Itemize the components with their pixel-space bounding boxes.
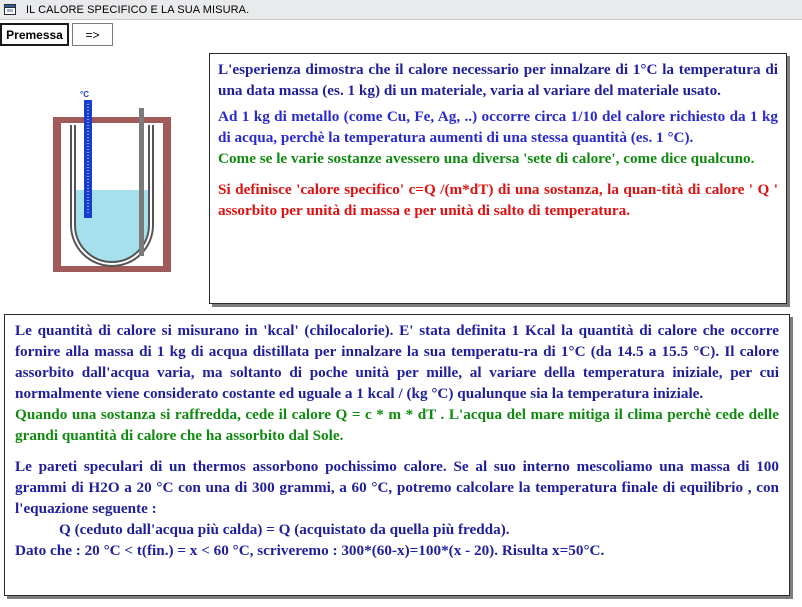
equation-paragraph: Q (ceduto dall'acqua più calda) = Q (acquistato da quella più fredda). xyxy=(59,521,510,538)
stirrer-rod xyxy=(139,108,144,256)
calorimeter-illustration xyxy=(45,85,180,280)
vessel-right-wall xyxy=(163,117,171,272)
title-bar xyxy=(0,0,802,20)
heat-thirst-paragraph: Come se le varie sostanze avessero una diversa 'sete di calore', come dice qualcuno. xyxy=(218,150,755,167)
measurement-panel xyxy=(4,314,790,596)
window-title: IL CALORE SPECIFICO E LA SUA MISURA. xyxy=(26,4,250,16)
thermos-paragraph: Le pareti speculari di un thermos assorbono pochissimo calore. Se al suo interno mescoliamo una massa di 100 grammi di H2O a 20 °C con una di 300 grammi, a 60 °C, potremo calcolare la temperatura finale di equilibrio , con l'equazione seguente : xyxy=(15,458,779,517)
result-paragraph: Dato che : 20 °C < t(fin.) = x < 60 °C, scriveremo : 300*(60-x)=100*(x - 20). Risulta x=50°C. xyxy=(15,542,605,559)
metal-example-paragraph: Ad 1 kg di metallo (come Cu, Fe, Ag, ..) occorre circa 1/10 del calore richiesto da 1 kg di acqua, perchè la temperatura aumenti di una stessa quantità (es. 1 °C). xyxy=(218,108,778,146)
cooling-paragraph: Quando una sostanza si raffredda, cede il calore Q = c * m * dT . L'acqua del mare mitiga il clima perchè cede delle grandi quantità di calore che ha assorbito dal Sole. xyxy=(15,406,779,444)
app-window-icon[interactable] xyxy=(4,4,16,15)
vessel-left-wall xyxy=(53,117,61,272)
vessel-rim xyxy=(53,117,171,123)
intro-paragraph: L'esperienza dimostra che il calore necessario per innalzare di 1°C la temperatura di una data massa (es. 1 kg) di un materiale, varia al variare del materiale usato. xyxy=(218,61,778,99)
specific-heat-definition: Si definisce 'calore specifico' c=Q /(m*dT) di una sostanza, la quan-tità di calore ' Q ' assorbito per unità di massa e per unità di salto di temperatura. xyxy=(218,181,778,219)
celsius-label: °C xyxy=(80,90,89,99)
kcal-paragraph: Le quantità di calore si misurano in 'kcal' (chilocalorie). E' stata definita 1 Kcal la quantità di calore che occorre fornire alla massa di 1 kg di acqua distillata per innalzare la sua temperatu-ra di 1°C (da 14.5 a 15.5 °C). Il calore assorbito dall'acqua varia, ma soltanto di poche unità per mille, al variare della temperatura iniziale, per cui normalmente viene considerato costante ed uguale a 1 kcal / (kg °C) qualunque sia la temperatura iniziale. xyxy=(15,322,779,402)
definition-panel xyxy=(209,53,787,304)
premessa-button[interactable]: Premessa xyxy=(0,23,69,46)
next-button[interactable]: => xyxy=(72,23,113,46)
